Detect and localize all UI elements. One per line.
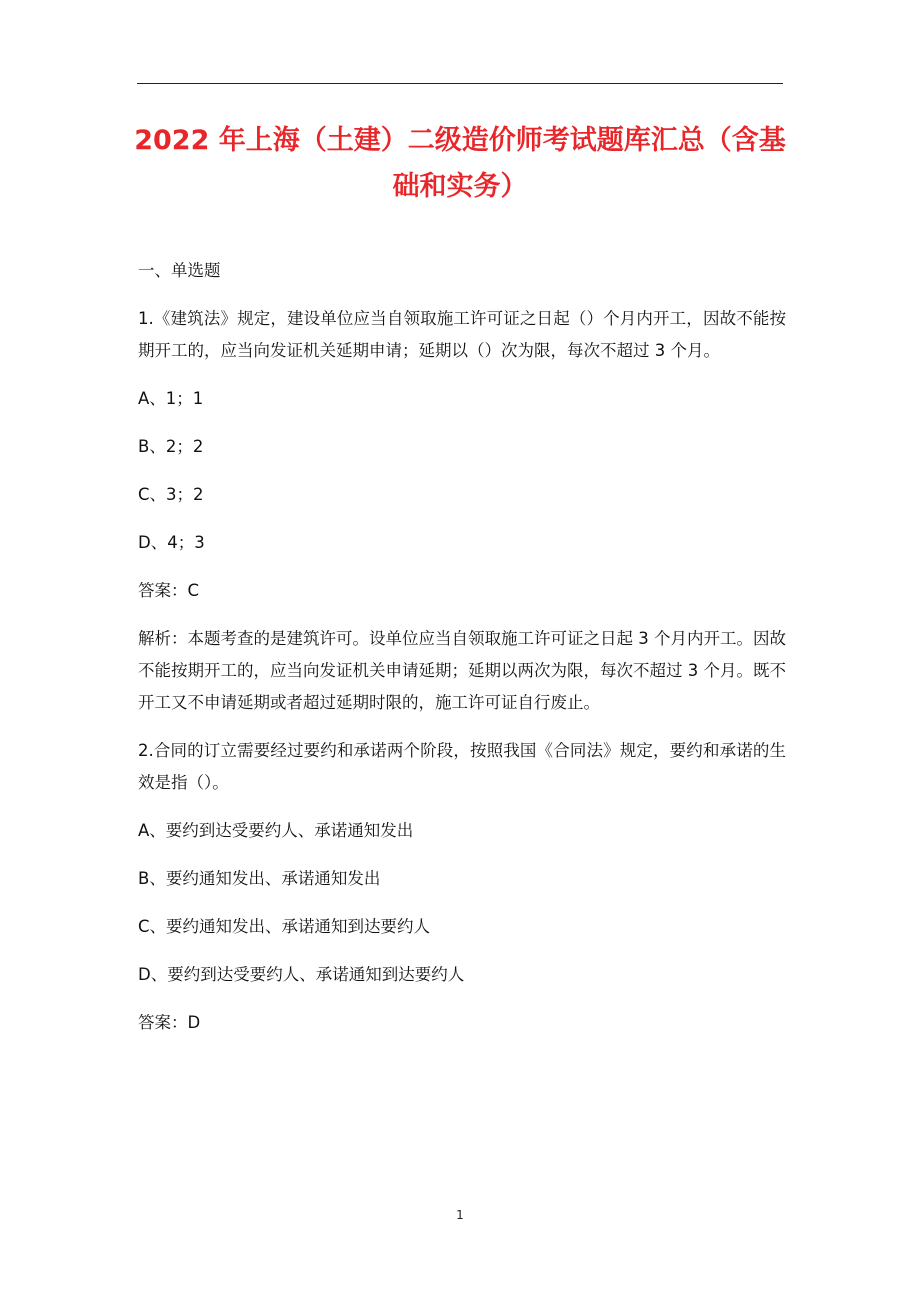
question-1-option-a: A、1；1 (138, 389, 204, 408)
question-1-option-b: B、2；2 (138, 437, 204, 456)
question-2-stem: 2.合同的订立需要经过要约和承诺两个阶段，按照我国《合同法》规定，要约和承诺的生效是指（）。 (138, 741, 786, 792)
question-1-answer: 答案：C (138, 581, 200, 600)
title-line-2: 础和实务） (392, 171, 528, 202)
question-1-stem: 1.《建筑法》规定，建设单位应当自领取施工许可证之日起（）个月内开工，因故不能按期开工的，应当向发证机关延期申请；延期以（）次为限，每次不超过 3 个月。 (138, 309, 786, 360)
question-1-option-c: C、3；2 (138, 485, 204, 504)
question-2-option-b: B、要约通知发出、承诺通知发出 (138, 869, 381, 888)
document-title (130, 118, 790, 210)
question-2-option-c: C、要约通知发出、承诺通知到达要约人 (138, 917, 431, 936)
title-line-1: 2022 年上海（土建）二级造价师考试题库汇总（含基 (134, 125, 786, 156)
question-2-option-a: A、要约到达受要约人、承诺通知发出 (138, 821, 414, 840)
question-1-analysis: 解析：本题考查的是建筑许可。设单位应当自领取施工许可证之日起 3 个月内开工。因故不能按期开工的，应当向发证机关申请延期；延期以两次为限，每次不超过 3 个月。既不开工又不申请延期或者超过延期时限的，施工许可证自行废止。 (138, 629, 786, 712)
document-body (138, 255, 786, 1055)
section-heading: 一、单选题 (138, 261, 221, 280)
page-number: 1 (456, 1208, 464, 1222)
header-rule (137, 83, 783, 84)
question-1-option-d: D、4；3 (138, 533, 205, 552)
question-2-answer: 答案：D (138, 1013, 201, 1032)
question-2-option-d: D、要约到达受要约人、承诺通知到达要约人 (138, 965, 465, 984)
